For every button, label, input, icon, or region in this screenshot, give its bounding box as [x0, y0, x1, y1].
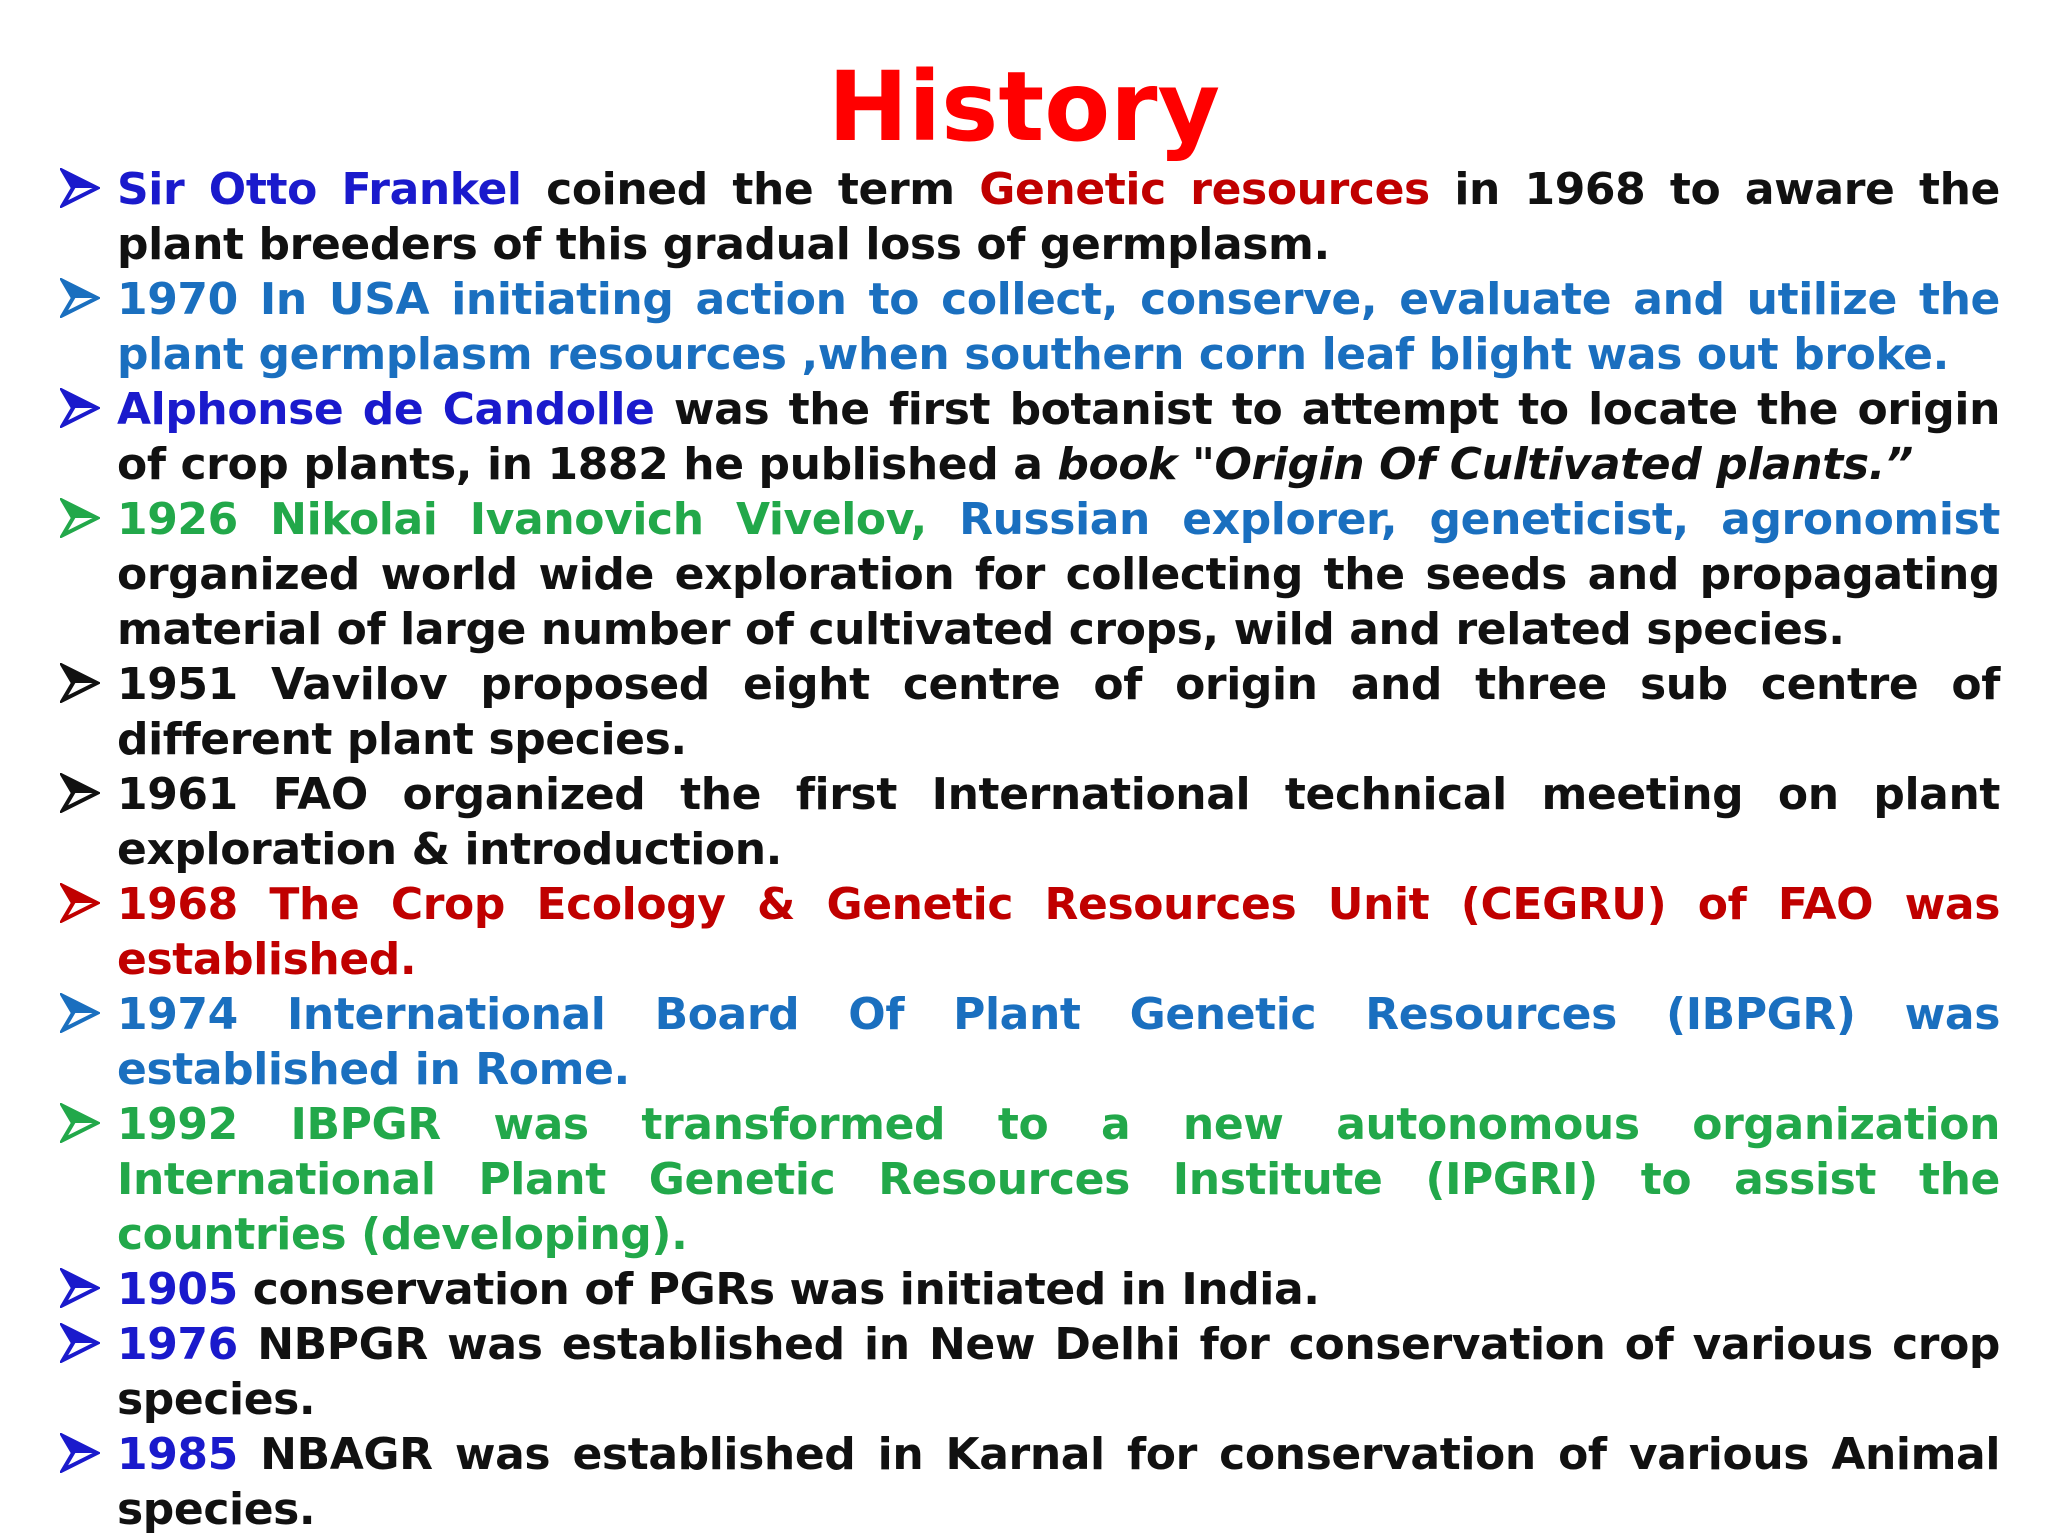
arrow-bullet-icon: [60, 278, 100, 318]
bullet-text-segment: Genetic resources: [979, 164, 1430, 215]
arrow-bullet-icon: [60, 498, 100, 538]
arrow-bullet-icon: [60, 1323, 100, 1363]
bullet-list: [60, 162, 2000, 1537]
arrow-bullet-icon: [60, 1103, 100, 1143]
bullet-text-segment: 1992 IBPGR was transformed to a new autonomous organization International Plant Genetic Resources Institute (IPGRI) to assist the countries (developing).: [117, 1099, 2000, 1260]
bullet-text-segment: 1905: [117, 1264, 238, 1315]
arrow-bullet-icon: [60, 1268, 100, 1308]
bullet-item: [60, 1317, 2000, 1427]
bullet-item: [60, 272, 2000, 382]
bullet-text-segment: Sir Otto Frankel: [117, 164, 522, 215]
bullet-item: [60, 987, 2000, 1097]
bullet-item: [60, 657, 2000, 767]
bullet-text-segment: Russian explorer, geneticist, agronomist: [926, 494, 2000, 545]
arrow-bullet-icon: [60, 1433, 100, 1473]
bullet-item: [60, 1097, 2000, 1262]
bullet-text-segment: 1976: [117, 1319, 238, 1370]
bullet-item: [60, 382, 2000, 492]
bullet-text-segment: conservation of PGRs was initiated in India.: [237, 1264, 1320, 1315]
bullet-item: [60, 877, 2000, 987]
bullet-text-segment: 1968 The Crop Ecology & Genetic Resources Unit (CEGRU) of FAO was established.: [117, 879, 2000, 985]
bullet-text-segment: 1951 Vavilov proposed eight centre of origin and three sub centre of different plant species.: [117, 659, 2000, 765]
bullet-text-segment: Alphonse de Candolle: [117, 384, 655, 435]
bullet-text-segment: was the first botanist to attempt to locate the origin of crop plants, in 1882 he published a: [117, 384, 2000, 490]
bullet-text-segment: NBPGR was established in New Delhi for conservation of various crop species.: [117, 1319, 2000, 1425]
bullet-text-segment: 1985: [117, 1429, 238, 1480]
bullet-text-segment: NBAGR was established in Karnal for conservation of various Animal species.: [117, 1429, 2000, 1535]
bullet-item: [60, 1262, 2000, 1317]
bullet-text-segment: book "Origin Of Cultivated plants.”: [1057, 439, 1913, 490]
bullet-item: [60, 1427, 2000, 1537]
bullet-item: [60, 492, 2000, 657]
bullet-text-segment: 1970 In USA initiating action to collect, conserve, evaluate and utilize the plant germplasm resources ,when southern corn leaf blight was out broke.: [117, 274, 2000, 380]
page-title: History: [827, 51, 1221, 163]
arrow-bullet-icon: [60, 388, 100, 428]
arrow-bullet-icon: [60, 883, 100, 923]
bullet-text-segment: 1926 Nikolai Ivanovich Vivelov,: [117, 494, 927, 545]
arrow-bullet-icon: [60, 993, 100, 1033]
arrow-bullet-icon: [60, 168, 100, 208]
bullet-item: [60, 162, 2000, 272]
bullet-text-segment: coined the term: [521, 164, 980, 215]
arrow-bullet-icon: [60, 663, 100, 703]
arrow-bullet-icon: [60, 773, 100, 813]
bullet-text-segment: in 1968 to aware the plant breeders of this gradual loss of germplasm.: [117, 164, 2001, 270]
bullet-item: [60, 767, 2000, 877]
bullet-text-segment: organized world wide exploration for collecting the seeds and propagating material of large number of cultivated crops, wild and related species.: [117, 549, 2000, 655]
bullet-text-segment: 1974 International Board Of Plant Genetic Resources (IBPGR) was established in Rome.: [117, 989, 2000, 1095]
bullet-text-segment: 1961 FAO organized the first International technical meeting on plant exploration & introduction.: [117, 769, 2000, 875]
